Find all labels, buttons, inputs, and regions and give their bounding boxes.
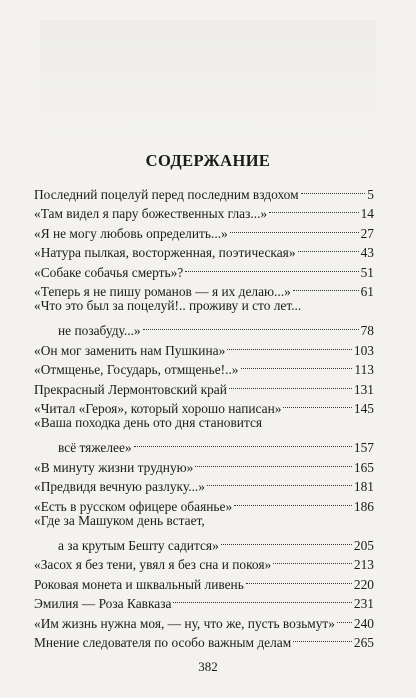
- show-through-shadow: [40, 20, 376, 140]
- toc-entry-page: 103: [353, 342, 374, 358]
- toc-entry-page: 157: [353, 440, 374, 455]
- toc-entry-continuation: [34, 433, 374, 453]
- toc-entry-title: «Там видел я пару божественных глаз...»: [34, 206, 268, 221]
- dot-leader: [221, 530, 352, 550]
- toc-entry-page: 205: [353, 537, 374, 553]
- toc-entry-title: «Предвидя вечную разлуку...»: [34, 479, 205, 494]
- toc-entry: [34, 296, 374, 316]
- toc-entry-page: 113: [354, 362, 374, 377]
- dot-leader: [207, 472, 352, 492]
- table-of-contents: [34, 179, 374, 650]
- dot-leader: [134, 433, 352, 453]
- toc-entry-page: 213: [353, 557, 374, 572]
- toc-entry-title: «Он мог заменить нам Пушкина»: [34, 342, 226, 358]
- dot-leader: [246, 569, 352, 589]
- dot-leader: [283, 394, 351, 414]
- toc-heading: СОДЕРЖАНИЕ: [145, 151, 271, 170]
- toc-entry-page: 181: [353, 479, 374, 494]
- toc-entry-page: 145: [353, 401, 374, 416]
- toc-entry: [34, 179, 374, 202]
- dot-leader: [269, 199, 359, 219]
- dot-leader: [185, 257, 358, 277]
- dot-leader: [293, 628, 352, 648]
- toc-entry-title: Роковая монета и шквальный ливень: [34, 576, 244, 592]
- toc-entry-title: Мнение следователя по особо важным делам: [34, 635, 292, 650]
- dot-leader: [298, 238, 359, 258]
- toc-entry-title: а за крутым Бешту садится»: [58, 537, 219, 553]
- toc-entry-title: «Где за Машуком день встает,: [34, 512, 205, 528]
- toc-entry-title: Последний поцелуй перед последним вздохом: [34, 186, 299, 202]
- toc-entry-title: «Я не могу любовь определить...»: [34, 225, 228, 241]
- dot-leader: [241, 355, 353, 375]
- toc-entry-page: 27: [360, 225, 374, 241]
- toc-entry-title: «Собаке собачья смерть»?: [34, 264, 184, 280]
- toc-entry-title: «Им жизнь нужна моя, — ну, что же, пусть возьмут»: [34, 615, 335, 631]
- toc-entry-title: «Есть в русском офицере обаянье»: [34, 498, 233, 514]
- toc-entry-page: 165: [353, 459, 374, 475]
- toc-entry-title: «Натура пылкая, восторженная, поэтическая»: [34, 245, 296, 260]
- toc-entry: [34, 511, 374, 531]
- toc-entry-title: «Читал «Героя», который хорошо написан»: [34, 401, 282, 416]
- dot-leader: [173, 589, 351, 609]
- dot-leader: [293, 277, 359, 297]
- toc-entry-continuation: [34, 316, 374, 336]
- toc-entry-title: «Что это был за поцелуй!.. проживу и сто лет...: [34, 298, 302, 313]
- toc-entry-page: 186: [353, 498, 374, 514]
- toc-entry-title: не позабуду...»: [58, 323, 141, 338]
- dot-leader: [337, 608, 352, 628]
- dot-leader: [143, 316, 359, 336]
- toc-entry-title: «В минуту жизни трудную»: [34, 459, 194, 475]
- toc-entry-page: 131: [353, 381, 374, 397]
- toc-entry-page: 14: [360, 206, 374, 221]
- toc-entry-page: 231: [353, 596, 374, 611]
- toc-entry-page: 43: [360, 245, 374, 260]
- dot-leader: [273, 550, 352, 570]
- toc-entry-continuation: [34, 530, 374, 553]
- dot-leader: [301, 179, 366, 199]
- toc-entry-title: Прекрасный Лермонтовский край: [34, 381, 227, 397]
- toc-entry-page: 265: [353, 635, 374, 650]
- toc-entry-page: 220: [353, 576, 374, 592]
- toc-entry-page: 61: [360, 284, 374, 299]
- toc-entry-page: 51: [360, 264, 374, 280]
- toc-entry-title: «Засох я без тени, увял я без сна и покоя»: [34, 557, 272, 572]
- dot-leader: [227, 335, 352, 355]
- dot-leader: [234, 491, 352, 511]
- page-number: 382: [198, 659, 218, 674]
- toc-entry-page: 240: [353, 615, 374, 631]
- toc-entry: [34, 413, 374, 433]
- toc-entry-title: всё тяжелее»: [58, 440, 132, 455]
- toc-entry-page: 78: [360, 323, 374, 338]
- dot-leader: [195, 452, 352, 472]
- toc-entry-title: «Теперь я не пишу романов — я их делаю...»: [34, 284, 291, 299]
- toc-entry-title: «Отмщенье, Государь, отмщенье!..»: [34, 362, 239, 377]
- toc-entry-page: 5: [367, 186, 374, 202]
- toc-entry-title: Эмилия — Роза Кавказа: [34, 596, 172, 611]
- dot-leader: [230, 218, 359, 238]
- dot-leader: [229, 374, 352, 394]
- toc-entry-title: «Ваша походка день ото дня становится: [34, 415, 263, 430]
